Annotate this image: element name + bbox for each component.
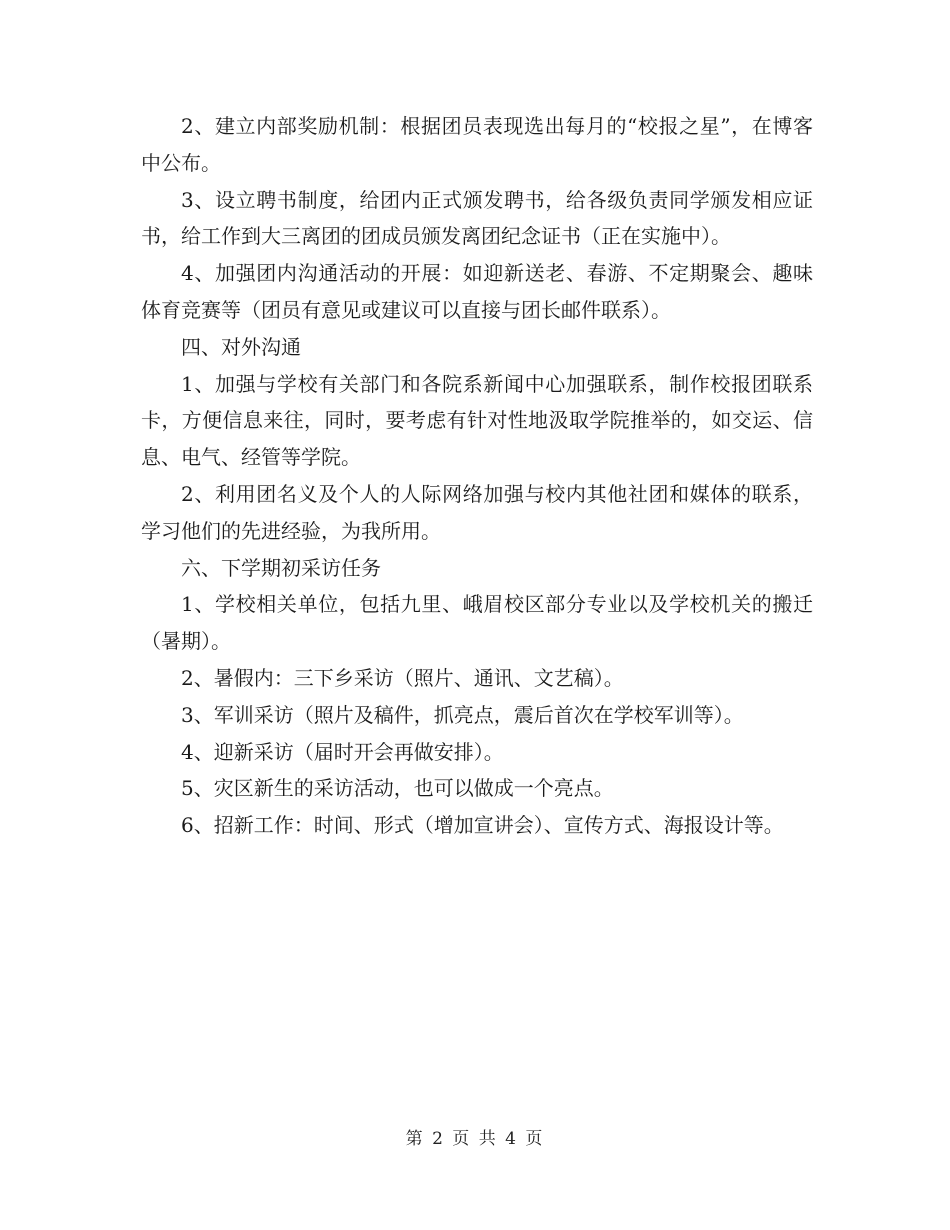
section-heading-external-communication: 四、对外沟通 xyxy=(181,334,301,359)
paragraph-task-new-students: 5、灾区新生的采访活动，也可以做成一个亮点。 xyxy=(181,776,614,801)
paragraph-network-with-media: 2、利用团名义及个人的人际网络加强与校内其他社团和媒体的联系，学习他们的先进经验，为我所用。 xyxy=(141,481,813,543)
paragraph-task-relocation: 1、学校相关单位，包括九里、峨眉校区部分专业以及学校机关的搬迁（暑期）。 xyxy=(141,592,813,654)
page-number-footer: 第 2 页 共 4 页 xyxy=(405,1129,545,1149)
paragraph-reward-mechanism: 2、建立内部奖励机制：根据团员表现选出每月的“校报之星”，在博客中公布。 xyxy=(141,114,813,175)
paragraph-task-summer: 2、暑假内：三下乡采访（照片、通讯、文艺稿）。 xyxy=(181,665,624,690)
paragraph-task-recruitment: 6、招新工作：时间、形式（增加宣讲会）、宣传方式、海报设计等。 xyxy=(181,813,784,838)
paragraph-internal-communication: 4、加强团内沟通活动的开展：如迎新送老、春游、不定期聚会、趣味体育竞赛等（团员有意见或建议可以直接与团长邮件联系）。 xyxy=(141,261,813,322)
paragraph-task-military-training: 3、军训采访（照片及稿件，抓亮点，震后首次在学校军训等）。 xyxy=(181,702,744,727)
paragraph-task-welcome: 4、迎新采访（届时开会再做安排）。 xyxy=(181,739,504,764)
paragraph-appointment-letters: 3、设立聘书制度，给团内正式颁发聘书，给各级负责同学颁发相应证书，给工作到大三离团的团成员颁发离团纪念证书（正在实施中）。 xyxy=(141,187,813,249)
section-heading-interview-tasks: 六、下学期初采访任务 xyxy=(181,555,381,580)
paragraph-department-liaison: 1、加强与学校有关部门和各院系新闻中心加强联系，制作校报团联系卡，方便信息来往，同时，要考虑有针对性地汲取学院推举的，如交运、信息、电气、经管等学院。 xyxy=(141,371,813,470)
document-body xyxy=(141,108,813,844)
